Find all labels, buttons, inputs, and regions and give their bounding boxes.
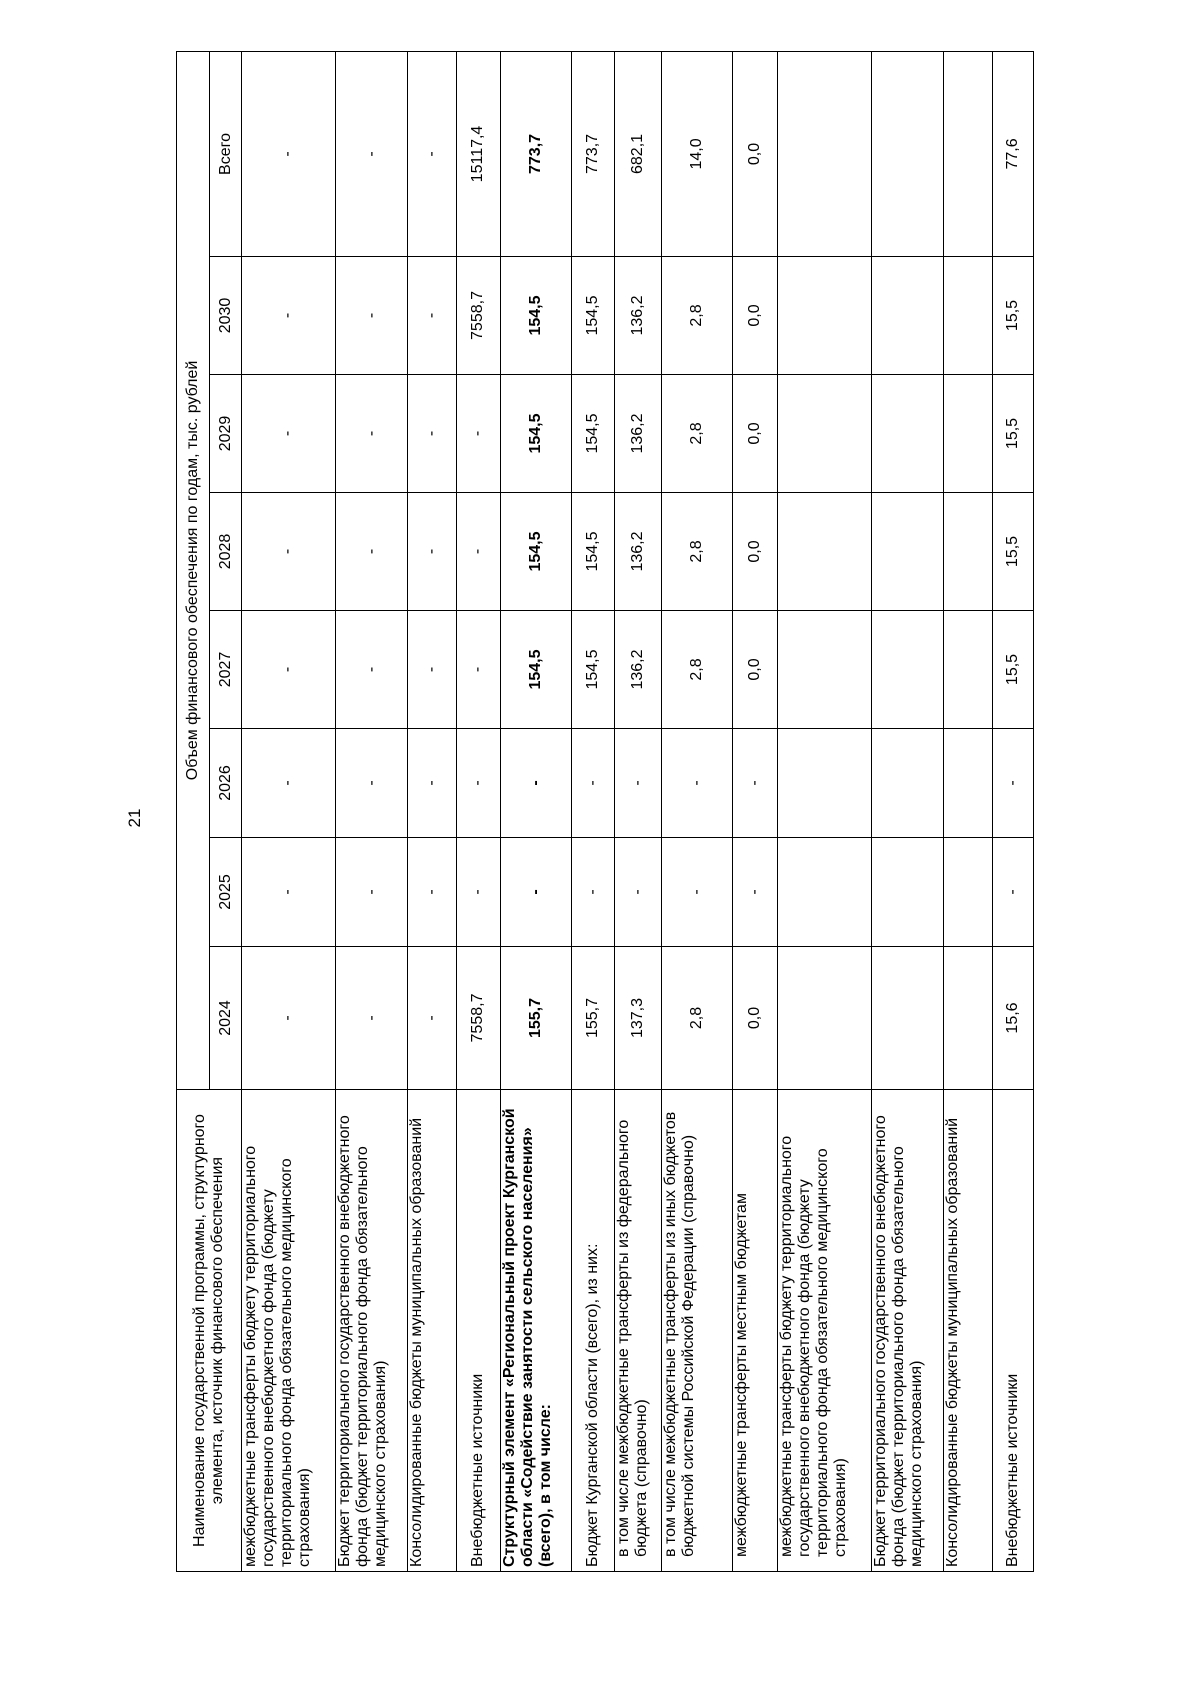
cell-value: - <box>732 729 777 838</box>
cell-value: - <box>335 493 408 611</box>
table-row <box>408 51 456 1571</box>
cell-value: 0,0 <box>732 51 777 256</box>
header-year: 2024 <box>210 947 242 1090</box>
cell-value: 0,0 <box>732 493 777 611</box>
cell-value: 0,0 <box>732 375 777 493</box>
cell-value: - <box>456 375 500 493</box>
cell-value: - <box>242 729 336 838</box>
cell-value <box>944 611 992 729</box>
row-label: Внебюджетные источники <box>992 1090 1033 1572</box>
cell-value: 136,2 <box>614 611 661 729</box>
row-label: Бюджет Курганской области (всего), из них: <box>571 1090 614 1572</box>
table-row-structural-element <box>501 51 572 1571</box>
cell-value <box>944 838 992 947</box>
cell-value: - <box>456 611 500 729</box>
cell-value <box>778 493 872 611</box>
cell-value: - <box>571 729 614 838</box>
cell-value: 2,8 <box>662 375 733 493</box>
cell-value: 154,5 <box>571 611 614 729</box>
header-name-column: Наименование государственной программы, структурного элемента, источник финансового обеспечения <box>177 1090 242 1572</box>
cell-value <box>871 257 944 375</box>
header-year: 2025 <box>210 838 242 947</box>
header-total: Всего <box>210 51 242 256</box>
cell-value: 0,0 <box>732 947 777 1090</box>
cell-value: - <box>662 838 733 947</box>
cell-value <box>944 51 992 256</box>
cell-value: - <box>408 947 456 1090</box>
cell-value: - <box>992 729 1033 838</box>
header-row-group <box>177 51 210 1571</box>
cell-value: - <box>992 838 1033 947</box>
row-label: Внебюджетные источники <box>456 1090 500 1572</box>
cell-value: 773,7 <box>571 51 614 256</box>
cell-value <box>944 947 992 1090</box>
cell-value: - <box>408 493 456 611</box>
cell-value: 15,6 <box>992 947 1033 1090</box>
cell-value: - <box>242 947 336 1090</box>
cell-value: 2,8 <box>662 493 733 611</box>
table-row <box>571 51 614 1571</box>
cell-value <box>944 493 992 611</box>
cell-value: - <box>408 838 456 947</box>
cell-value: - <box>408 375 456 493</box>
header-year: 2028 <box>210 493 242 611</box>
cell-value <box>778 947 872 1090</box>
table-row <box>992 51 1033 1571</box>
row-label: Бюджет территориального государственного внебюджетного фонда (бюджет территориального фонда обязательного медицинского страхования) <box>871 1090 944 1572</box>
table-row <box>662 51 733 1571</box>
row-label: Консолидированные бюджеты муниципальных образований <box>944 1090 992 1572</box>
cell-value: - <box>335 838 408 947</box>
row-label: Консолидированные бюджеты муниципальных образований <box>408 1090 456 1572</box>
cell-value: 154,5 <box>501 375 572 493</box>
cell-value: 2,8 <box>662 611 733 729</box>
cell-value <box>871 838 944 947</box>
cell-value <box>944 257 992 375</box>
cell-value: - <box>335 947 408 1090</box>
financing-table <box>176 51 1034 1572</box>
cell-value <box>778 51 872 256</box>
cell-value: - <box>571 838 614 947</box>
cell-value: 155,7 <box>571 947 614 1090</box>
cell-value: - <box>408 611 456 729</box>
cell-value: 154,5 <box>501 493 572 611</box>
row-label: в том числе межбюджетные трансферты из федерального бюджета (справочно) <box>614 1090 661 1572</box>
table-row <box>871 51 944 1571</box>
cell-value: 136,2 <box>614 257 661 375</box>
cell-value: - <box>456 493 500 611</box>
cell-value: - <box>335 257 408 375</box>
cell-value: 0,0 <box>732 257 777 375</box>
cell-value: 15,5 <box>992 493 1033 611</box>
cell-value <box>778 838 872 947</box>
table-row <box>614 51 661 1571</box>
cell-value <box>871 493 944 611</box>
cell-value: 773,7 <box>501 51 572 256</box>
cell-value: 137,3 <box>614 947 661 1090</box>
cell-value: - <box>662 729 733 838</box>
row-label: в том числе межбюджетные трансферты из иных бюджетов бюджетной системы Российской Федерации (справочно) <box>662 1090 733 1572</box>
cell-value: 7558,7 <box>456 257 500 375</box>
row-label: Бюджет территориального государственного внебюджетного фонда (бюджет территориального фонда обязательного медицинского страхования) <box>335 1090 408 1572</box>
cell-value: - <box>501 838 572 947</box>
cell-value <box>778 375 872 493</box>
header-year: 2026 <box>210 729 242 838</box>
cell-value: - <box>408 51 456 256</box>
table-row <box>335 51 408 1571</box>
cell-value <box>944 375 992 493</box>
cell-value: 136,2 <box>614 375 661 493</box>
cell-value: - <box>242 375 336 493</box>
header-group-title: Объем финансового обеспечения по годам, тыс. рублей <box>177 51 210 1089</box>
table-row <box>778 51 872 1571</box>
row-label: межбюджетные трансферты бюджету территориального государственного внебюджетного фонда (бюджету территориального фонда обязательного медицинского страхования) <box>242 1090 336 1572</box>
cell-value: - <box>335 729 408 838</box>
row-label: межбюджетные трансферты бюджету территориального государственного внебюджетного фонда (бюджету территориального фонда обязательного медицинского страхования) <box>778 1090 872 1572</box>
cell-value: - <box>242 257 336 375</box>
cell-value: 15,5 <box>992 611 1033 729</box>
table-row <box>242 51 336 1571</box>
cell-value: - <box>732 838 777 947</box>
cell-value: 14,0 <box>662 51 733 256</box>
cell-value: - <box>335 375 408 493</box>
cell-value: 0,0 <box>732 611 777 729</box>
table-row <box>732 51 777 1571</box>
cell-value: 15,5 <box>992 375 1033 493</box>
cell-value: 2,8 <box>662 257 733 375</box>
cell-value: - <box>408 257 456 375</box>
cell-value: 15,5 <box>992 257 1033 375</box>
cell-value <box>871 611 944 729</box>
cell-value <box>871 375 944 493</box>
cell-value: 155,7 <box>501 947 572 1090</box>
cell-value: - <box>242 51 336 256</box>
cell-value: - <box>456 729 500 838</box>
cell-value: 154,5 <box>571 257 614 375</box>
table-row <box>944 51 992 1571</box>
cell-value: - <box>408 729 456 838</box>
cell-value <box>871 51 944 256</box>
cell-value: - <box>614 838 661 947</box>
cell-value <box>778 729 872 838</box>
header-year: 2030 <box>210 257 242 375</box>
cell-value: 2,8 <box>662 947 733 1090</box>
cell-value: - <box>242 838 336 947</box>
cell-value <box>871 947 944 1090</box>
cell-value: 154,5 <box>501 257 572 375</box>
cell-value: 682,1 <box>614 51 661 256</box>
header-year: 2029 <box>210 375 242 493</box>
cell-value <box>778 257 872 375</box>
row-label: межбюджетные трансферты местным бюджетам <box>732 1090 777 1572</box>
cell-value: - <box>335 611 408 729</box>
cell-value: 154,5 <box>571 493 614 611</box>
cell-value: 154,5 <box>501 611 572 729</box>
financing-table-container <box>176 52 1034 1572</box>
cell-value <box>944 729 992 838</box>
cell-value: - <box>614 729 661 838</box>
cell-value: - <box>456 838 500 947</box>
cell-value: - <box>242 611 336 729</box>
header-year: 2027 <box>210 611 242 729</box>
row-label: Структурный элемент «Региональный проект Курганской области «Содействие занятости сельского населения» (всего), в том числе: <box>501 1090 572 1572</box>
cell-value: 136,2 <box>614 493 661 611</box>
cell-value: - <box>335 51 408 256</box>
table-row <box>456 51 500 1571</box>
cell-value: 7558,7 <box>456 947 500 1090</box>
cell-value: 15117,4 <box>456 51 500 256</box>
cell-value: - <box>242 493 336 611</box>
cell-value <box>778 611 872 729</box>
cell-value: - <box>501 729 572 838</box>
cell-value <box>871 729 944 838</box>
cell-value: 154,5 <box>571 375 614 493</box>
page-number: 21 <box>125 808 144 828</box>
cell-value: 77,6 <box>992 51 1033 256</box>
